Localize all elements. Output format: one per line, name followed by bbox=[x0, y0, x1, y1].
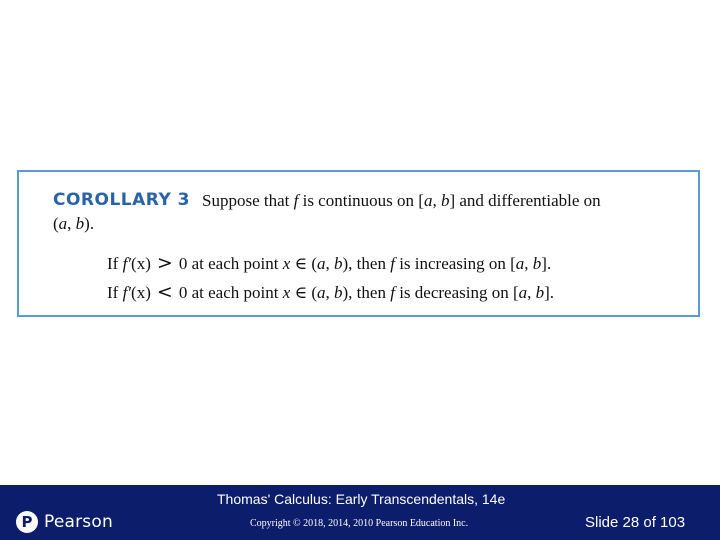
intro-text-1: Suppose that bbox=[202, 191, 294, 210]
dec-f: f bbox=[390, 283, 395, 302]
dec-comma: , bbox=[325, 283, 335, 302]
footer-bar bbox=[0, 485, 720, 540]
dec-fprime: f′ bbox=[122, 283, 132, 302]
dec-x: x bbox=[282, 283, 291, 302]
intro-text-3: ] and differentiable on bbox=[449, 191, 601, 210]
inc-if: If bbox=[107, 254, 123, 273]
inc-f: f bbox=[390, 254, 395, 273]
dec-b2: b bbox=[535, 283, 545, 302]
dec-end: ]. bbox=[544, 283, 555, 302]
inc-comma2: , bbox=[524, 254, 533, 273]
corollary-intro-line-1 bbox=[202, 191, 601, 211]
inc-a: a bbox=[317, 254, 326, 273]
pearson-logo-wordmark: Pearson bbox=[44, 512, 113, 532]
intro-l2-comma: , bbox=[67, 214, 76, 233]
inc-mid: 0 at each point bbox=[178, 254, 283, 273]
inc-in: ∈ ( bbox=[290, 254, 318, 273]
dec-b: b bbox=[334, 283, 343, 302]
decreasing-condition bbox=[107, 281, 554, 303]
dec-less-than: < bbox=[150, 281, 179, 303]
intro-l2-b: b bbox=[75, 214, 85, 233]
increasing-condition bbox=[107, 252, 551, 274]
dec-in: ∈ ( bbox=[290, 283, 318, 302]
intro-f: f bbox=[293, 191, 299, 210]
dec-mid: 0 at each point bbox=[178, 283, 283, 302]
inc-x: x bbox=[282, 254, 291, 273]
intro-comma: , bbox=[432, 191, 441, 210]
intro-b: b bbox=[440, 191, 450, 210]
inc-b2: b bbox=[532, 254, 542, 273]
inc-greater-than: > bbox=[150, 252, 179, 274]
dec-result: is decreasing on [ bbox=[394, 283, 519, 302]
dec-then: ), then bbox=[342, 283, 391, 302]
intro-a: a bbox=[423, 191, 433, 210]
inc-a2: a bbox=[515, 254, 525, 273]
dec-arg: (x) bbox=[131, 283, 151, 302]
dec-comma2: , bbox=[527, 283, 536, 302]
slide-number: Slide 28 of 103 bbox=[585, 514, 686, 531]
inc-then: ), then bbox=[342, 254, 391, 273]
inc-comma: , bbox=[325, 254, 335, 273]
corollary-intro-line-2 bbox=[53, 214, 94, 234]
pearson-logo-icon: P bbox=[16, 511, 38, 533]
book-title: Thomas' Calculus: Early Transcendentals, 14e bbox=[217, 491, 506, 507]
corollary-box bbox=[17, 170, 700, 317]
inc-end: ]. bbox=[541, 254, 552, 273]
inc-result: is increasing on [ bbox=[394, 254, 516, 273]
dec-a2: a bbox=[518, 283, 528, 302]
inc-arg: (x) bbox=[131, 254, 151, 273]
intro-open-paren: ( bbox=[53, 214, 59, 233]
intro-l2-a: a bbox=[58, 214, 68, 233]
inc-fprime: f′ bbox=[122, 254, 132, 273]
dec-if: If bbox=[107, 283, 123, 302]
copyright-text: Copyright © 2018, 2014, 2010 Pearson Education Inc. bbox=[250, 518, 469, 529]
pearson-logo bbox=[16, 511, 113, 533]
dec-a: a bbox=[317, 283, 326, 302]
corollary-title: COROLLARY 3 bbox=[53, 190, 191, 210]
intro-text-2: is continuous on [ bbox=[298, 191, 424, 210]
intro-close-paren: ). bbox=[84, 214, 95, 233]
inc-b: b bbox=[334, 254, 343, 273]
